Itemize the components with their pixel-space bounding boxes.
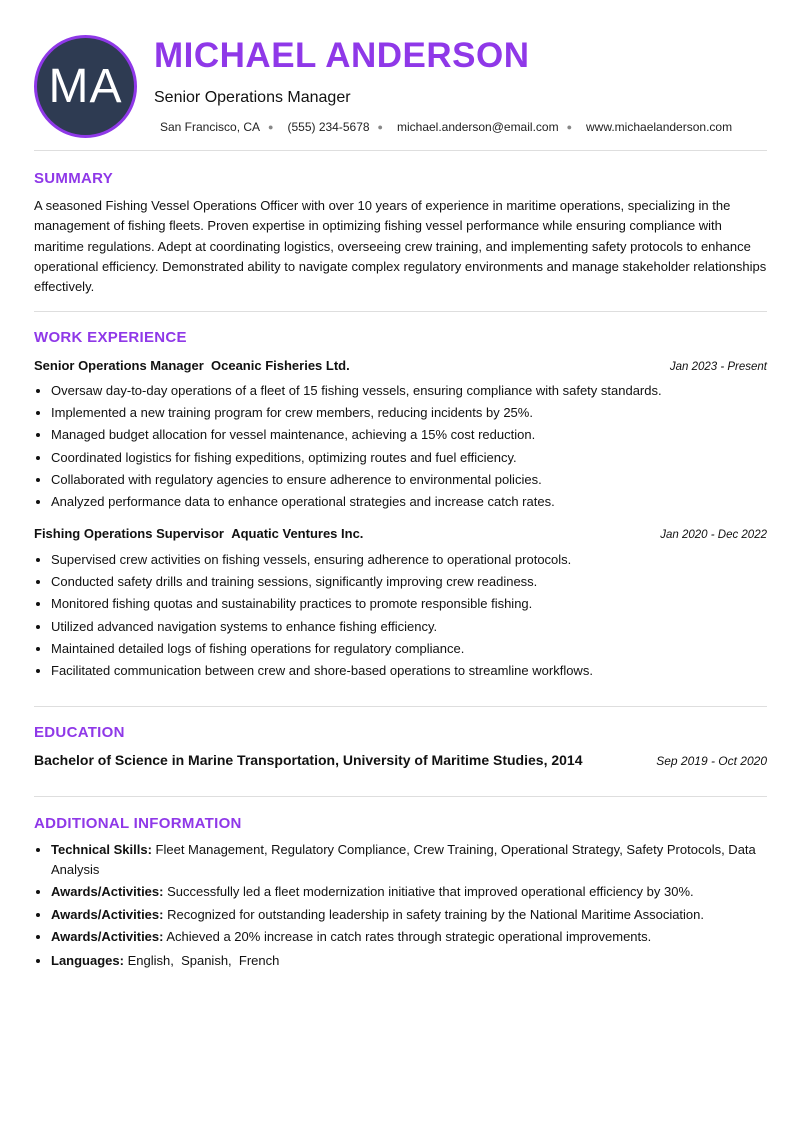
job-header: [34, 358, 767, 373]
job-title-line: [34, 358, 350, 373]
job-company: Aquatic Ventures Inc.: [231, 526, 364, 541]
job-bullet-list: [34, 550, 769, 683]
avatar: [34, 35, 137, 138]
list-item: Supervised crew activities on fishing vessels, ensuring adherence to operational protocols.: [34, 550, 769, 572]
list-item: Collaborated with regulatory agencies to ensure adherence to environmental policies.: [34, 470, 769, 492]
job-header: [34, 526, 767, 541]
contact-email[interactable]: michael.anderson@email.com: [396, 120, 559, 134]
divider: [34, 796, 767, 797]
candidate-name: MICHAEL ANDERSON: [154, 36, 530, 75]
education-dates: Sep 2019 - Oct 2020: [656, 754, 767, 768]
candidate-role: Senior Operations Manager: [154, 89, 351, 106]
job-title-line: [34, 526, 363, 541]
list-item: Managed budget allocation for vessel maintenance, achieving a 15% cost reduction.: [34, 425, 769, 447]
job-dates: Jan 2023 - Present: [669, 361, 767, 373]
list-item: [34, 951, 769, 971]
separator-dot-icon: ●: [268, 122, 274, 132]
job-bullet-list: [34, 381, 769, 514]
list-item: [34, 882, 769, 902]
list-item: Coordinated logistics for fishing expeditions, optimizing routes and fuel efficiency.: [34, 448, 769, 470]
job-company: Oceanic Fisheries Ltd.: [211, 358, 350, 373]
item-label: Awards/Activities:: [51, 929, 164, 945]
item-label: Languages:: [51, 953, 124, 969]
contact-website[interactable]: www.michaelanderson.com: [586, 120, 733, 134]
work-experience-heading: WORK EXPERIENCE: [34, 329, 187, 346]
education-heading: EDUCATION: [34, 724, 125, 741]
list-item: Oversaw day-to-day operations of a fleet of 15 fishing vessels, ensuring compliance with safety standards.: [34, 381, 769, 403]
divider: [34, 311, 767, 312]
item-text: Successfully led a fleet modernization initiative that improved operational efficiency by 30%.: [167, 884, 694, 900]
item-text: English, Spanish, French: [127, 953, 280, 969]
contact-bar: [160, 120, 732, 134]
divider: [34, 150, 767, 151]
separator-dot-icon: ●: [377, 122, 383, 132]
list-item: Conducted safety drills and training sessions, significantly improving crew readiness.: [34, 572, 769, 594]
additional-info-list: [34, 840, 769, 974]
list-item: [34, 927, 769, 947]
item-label: Awards/Activities:: [51, 906, 164, 922]
education-entry: [34, 752, 767, 768]
item-text: Achieved a 20% increase in catch rates through strategic operational improvements.: [166, 929, 652, 945]
avatar-initials: MA: [48, 60, 123, 113]
list-item: Maintained detailed logs of fishing operations for regulatory compliance.: [34, 639, 769, 661]
list-item: [34, 840, 769, 880]
summary-text: A seasoned Fishing Vessel Operations Officer with over 10 years of experience in maritime operations, specializing in the management of fishing fleets. Proven expertise in optimizing fishing vessel performance while ensuring compliance with maritime regulations. Adept at coordinating logistics, overseeing crew training, and implementing safety protocols to enhance operational efficiency. Demonstrated ability to navigate complex regulatory environments and manage stakeholder relationships effectively.: [34, 198, 767, 295]
contact-location: San Francisco, CA: [160, 120, 261, 134]
job-position: Senior Operations Manager: [34, 358, 204, 373]
item-label: Awards/Activities:: [51, 884, 164, 900]
list-item: Utilized advanced navigation systems to enhance fishing efficiency.: [34, 617, 769, 639]
job-position: Fishing Operations Supervisor: [34, 526, 224, 541]
education-degree: Bachelor of Science in Marine Transportation, University of Maritime Studies, 2014: [34, 752, 583, 768]
contact-phone: (555) 234-5678: [287, 120, 370, 134]
item-text: Recognized for outstanding leadership in safety training by the National Maritime Association.: [167, 906, 705, 922]
list-item: Facilitated communication between crew and shore-based operations to streamline workflows.: [34, 661, 769, 683]
list-item: Monitored fishing quotas and sustainability practices to promote responsible fishing.: [34, 594, 769, 616]
list-item: Implemented a new training program for crew members, reducing incidents by 25%.: [34, 403, 769, 425]
additional-info-heading: ADDITIONAL INFORMATION: [34, 815, 242, 832]
item-label: Technical Skills:: [51, 842, 152, 857]
job-dates: Jan 2020 - Dec 2022: [660, 529, 767, 541]
list-item: Analyzed performance data to enhance operational strategies and increase catch rates.: [34, 492, 769, 514]
separator-dot-icon: ●: [566, 122, 573, 132]
summary-heading: SUMMARY: [34, 170, 114, 187]
list-item: [34, 905, 769, 925]
divider: [34, 706, 767, 707]
item-text: Fleet Management, Regulatory Compliance, Crew Training, Operational Strategy, Safety Protocols, Data Analysis: [51, 842, 756, 877]
